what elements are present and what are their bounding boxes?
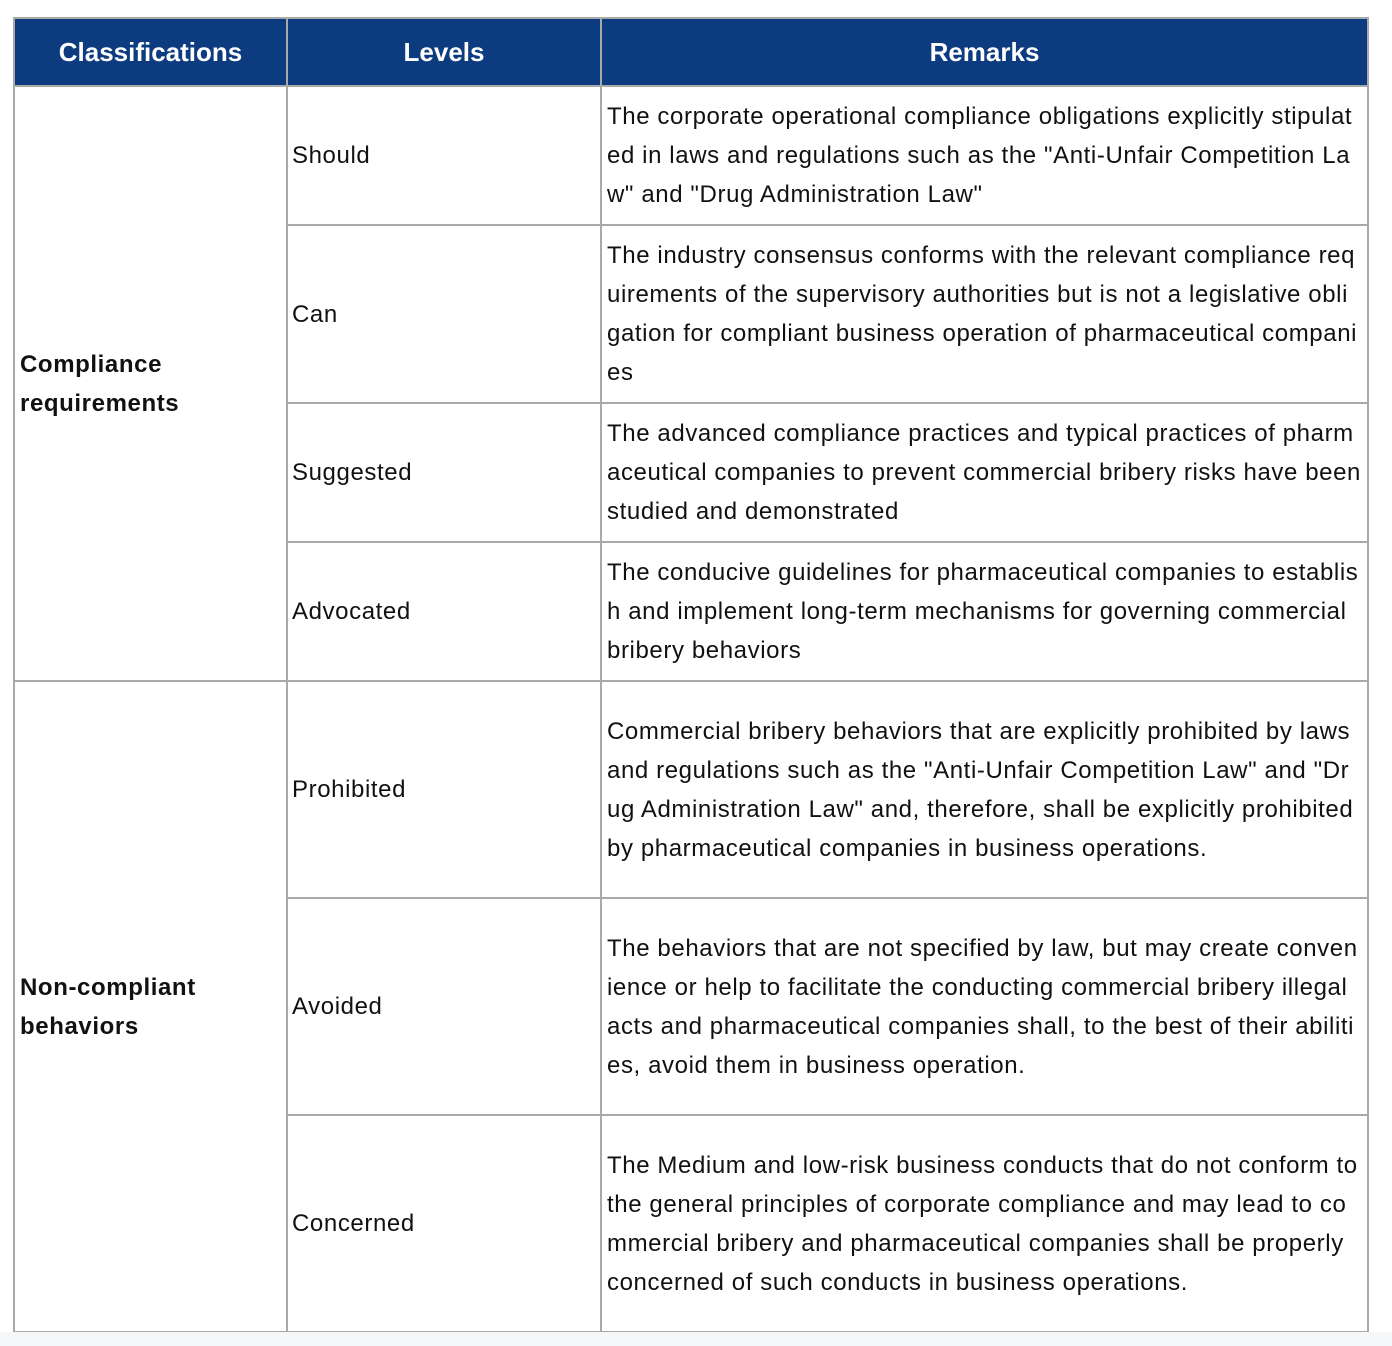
classification-table-wrapper	[13, 17, 1367, 1333]
level-cell-should: Should	[287, 86, 601, 225]
classification-cell-compliance-requirements: Compliance requirements	[14, 86, 287, 681]
level-cell-can: Can	[287, 225, 601, 403]
remark-cell-prohibited: Commercial bribery behaviors that are explicitly prohibited by laws and regulations such as the "Anti-Unfair Competition Law" and "Drug Administration Law" and, therefore, shall be explicitly prohibited by pharmaceutical companies in business operations.	[601, 681, 1368, 898]
classification-cell-non-compliant-behaviors: Non-compliant behaviors	[14, 681, 287, 1332]
remark-cell-suggested: The advanced compliance practices and typical practices of pharmaceutical companies to prevent commercial bribery risks have been studied and demonstrated	[601, 403, 1368, 542]
level-cell-concerned: Concerned	[287, 1115, 601, 1332]
level-cell-advocated: Advocated	[287, 542, 601, 681]
column-header-remarks: Remarks	[601, 18, 1368, 86]
remark-cell-advocated: The conducive guidelines for pharmaceutical companies to establish and implement long-term mechanisms for governing commercial bribery behaviors	[601, 542, 1368, 681]
level-cell-prohibited: Prohibited	[287, 681, 601, 898]
level-cell-suggested: Suggested	[287, 403, 601, 542]
remark-cell-avoided: The behaviors that are not specified by law, but may create convenience or help to facilitate the conducting commercial bribery illegal acts and pharmaceutical companies shall, to the best of their abilities, avoid them in business operation.	[601, 898, 1368, 1115]
table-row	[14, 86, 1368, 225]
page-bottom-strip	[0, 1332, 1392, 1346]
column-header-levels: Levels	[287, 18, 601, 86]
level-cell-avoided: Avoided	[287, 898, 601, 1115]
remark-cell-concerned: The Medium and low-risk business conducts that do not conform to the general principles of corporate compliance and may lead to commercial bribery and pharmaceutical companies shall be properly concerned of such conducts in business operations.	[601, 1115, 1368, 1332]
classification-table	[13, 17, 1369, 1333]
remark-cell-should: The corporate operational compliance obligations explicitly stipulated in laws and regulations such as the "Anti-Unfair Competition Law" and "Drug Administration Law"	[601, 86, 1368, 225]
table-header-row	[14, 18, 1368, 86]
table-row	[14, 681, 1368, 898]
remark-cell-can: The industry consensus conforms with the relevant compliance requirements of the supervisory authorities but is not a legislative obligation for compliant business operation of pharmaceutical companies	[601, 225, 1368, 403]
column-header-classifications: Classifications	[14, 18, 287, 86]
